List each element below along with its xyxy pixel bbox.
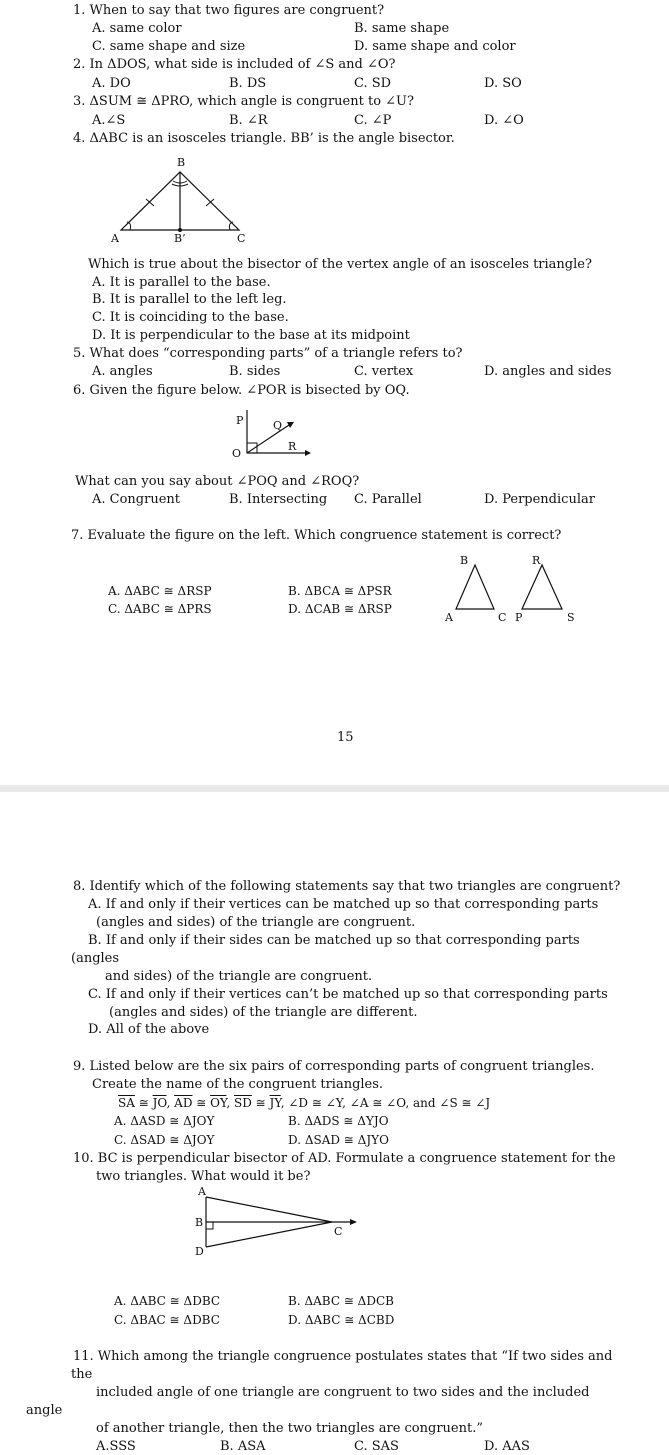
q6-option-c[interactable]: C. Parallel [354,492,422,507]
q8-option-b-line2: (angles [71,951,120,966]
two-triangles-figure [440,550,590,630]
q8-option-a-line2: (angles and sides) of the triangle are congruent. [96,915,416,930]
q9-seg-sa: $\overline{SA}$ [118,1096,135,1110]
page-number: 15 [337,730,354,745]
q8-option-a-line1[interactable]: A. If and only if their vertices can be matched up so that corresponding parts [88,897,599,912]
q9-seg-oy: $\overline{OY}$ [210,1096,227,1110]
q9-option-a[interactable]: A. ΔASD ≅ ΔJOY [114,1114,215,1128]
q6-option-d[interactable]: D. Perpendicular [484,492,595,507]
q10-option-c[interactable]: C. ΔBAC ≅ ΔDBC [114,1313,220,1327]
q11-line4: angle [26,1403,63,1418]
q3-stem: 3. ΔSUM ≅ ΔPRO, which angle is congruent to ∠U? [73,94,414,109]
q4-question: Which is true about the bisector of the vertex angle of an isosceles triangle? [88,257,592,272]
q11-line2: the [71,1367,93,1382]
q9-seg-jy: $\overline{JY}$ [269,1096,281,1110]
q7-label-a: A [445,611,453,624]
q2-option-a[interactable]: A. DO [92,76,131,91]
q11-line1: 11. Which among the triangle congruence postulates states that “If two sides and [73,1349,613,1364]
q7-label-s: S [567,611,575,624]
q5-option-d[interactable]: D. angles and sides [484,364,612,379]
q3-option-c[interactable]: C. ∠P [354,113,392,128]
q6-label-o: O [232,447,242,460]
q5-option-c[interactable]: C. vertex [354,364,414,379]
q6-label-q: Q [273,419,283,432]
q4-option-a[interactable]: A. It is parallel to the base. [92,275,271,290]
q9-option-b[interactable]: B. ΔADS ≅ ΔYJO [288,1114,389,1128]
q5-option-a[interactable]: A. angles [92,364,153,379]
q7-option-a[interactable]: A. ΔABC ≅ ΔRSP [108,584,212,598]
q10-label-d: D [195,1245,204,1258]
q11-option-c[interactable]: C. SAS [354,1439,399,1454]
q10-label-b: B [195,1216,204,1229]
q7-label-r: R [532,554,541,567]
q7-option-b[interactable]: B. ΔBCA ≅ ΔPSR [288,584,392,598]
q4-option-b[interactable]: B. It is parallel to the left leg. [92,292,287,307]
q6-label-p: P [236,414,244,427]
q8-option-c-line1[interactable]: C. If and only if their vertices can’t be matched up so that corresponding parts [88,987,608,1002]
kite-triangles-figure [190,1185,365,1260]
q5-option-b[interactable]: B. sides [229,364,281,379]
q9-line2: Create the name of the congruent triangles. [92,1077,384,1092]
q4-option-c[interactable]: C. It is coinciding to the base. [92,310,289,325]
q10-label-a: A [198,1185,206,1198]
q11-option-b[interactable]: B. ASA [220,1439,266,1454]
q4-label-bprime: B’ [174,232,186,245]
q7-option-c[interactable]: C. ΔABC ≅ ΔPRS [108,602,212,616]
q11-option-a[interactable]: A.SSS [96,1439,136,1454]
q9-seg-ad: $\overline{AD}$ [174,1096,193,1110]
q9-option-d[interactable]: D. ΔSAD ≅ ΔJYO [288,1133,389,1147]
q1-option-a[interactable]: A. same color [92,21,182,36]
q8-option-b-line3: and sides) of the triangle are congruent. [105,969,373,984]
q1-option-d[interactable]: D. same shape and color [354,39,516,54]
q6-question: What can you say about ∠POQ and ∠ROQ? [75,474,360,489]
q7-label-p: P [515,611,523,624]
q1-stem: 1. When to say that two figures are congruent? [73,3,385,18]
q6-stem: 6. Given the figure below. ∠POR is bisected by OQ. [73,383,410,398]
q6-option-b[interactable]: B. Intersecting [229,492,328,507]
q4-option-d[interactable]: D. It is perpendicular to the base at its midpoint [92,328,410,343]
q10-option-a[interactable]: A. ΔABC ≅ ΔDBC [114,1294,221,1308]
bisected-angle-figure [225,405,315,460]
q9-angle-pairs: , ∠D ≅ ∠Y, ∠A ≅ ∠O, and ∠S ≅ ∠J [280,1096,491,1110]
isosceles-triangle-figure [105,150,255,250]
q11-option-d[interactable]: D. AAS [484,1439,530,1454]
q7-label-b: B [460,554,469,567]
q2-stem: 2. In ΔDOS, what side is included of ∠S and ∠O? [73,57,396,72]
q4-stem: 4. ΔABC is an isosceles triangle. BB’ is the angle bisector. [73,131,455,146]
q8-stem: 8. Identify which of the following statements say that two triangles are congruent? [73,879,621,894]
q1-option-c[interactable]: C. same shape and size [92,39,246,54]
q1-option-b[interactable]: B. same shape [354,21,450,36]
q2-option-c[interactable]: C. SD [354,76,392,91]
q10-option-b[interactable]: B. ΔABC ≅ ΔDCB [288,1294,394,1308]
q3-option-b[interactable]: B. ∠R [229,113,268,128]
q10-line2: two triangles. What would it be? [96,1169,311,1184]
page-separator [0,785,669,792]
q10-label-c: C [334,1225,343,1238]
q4-label-c: C [237,232,246,245]
q7-label-c: C [498,611,507,624]
q9-seg-jo: $\overline{JO}$ [152,1096,167,1110]
q8-option-c-line2: (angles and sides) of the triangle are different. [109,1005,418,1020]
q2-option-d[interactable]: D. SO [484,76,522,91]
q4-label-a: A [111,232,119,245]
q10-stem: 10. BC is perpendicular bisector of AD. Formulate a congruence statement for the [73,1151,616,1166]
q9-option-c[interactable]: C. ΔSAD ≅ ΔJOY [114,1133,215,1147]
q9-corresponding-parts: $\overline{SA}$ ≅ $\overline{JO}$, $\overline{AD}$ ≅ $\overline{OY}$, $\overline{SD}$ ≅ $\overline{JY}$, ∠D ≅ ∠Y, ∠A ≅ ∠O, and ∠S ≅ ∠J [118,1096,491,1110]
q10-option-d[interactable]: D. ΔABC ≅ ΔCBD [288,1313,395,1327]
q7-stem: 7. Evaluate the figure on the left. Which congruence statement is correct? [71,528,562,543]
q3-option-d[interactable]: D. ∠O [484,113,524,128]
q6-label-r: R [288,440,297,453]
q5-stem: 5. What does “corresponding parts” of a triangle refers to? [73,346,463,361]
q3-option-a[interactable]: A.∠S [92,113,126,128]
q4-label-b: B [177,156,186,169]
q7-option-d[interactable]: D. ΔCAB ≅ ΔRSP [288,602,392,616]
q11-line3: included angle of one triangle are congruent to two sides and the included [96,1385,590,1400]
q9-seg-sd: $\overline{SD}$ [234,1096,252,1110]
q6-option-a[interactable]: A. Congruent [92,492,180,507]
q9-stem: 9. Listed below are the six pairs of corresponding parts of congruent triangles. [73,1059,595,1074]
q8-option-d[interactable]: D. All of the above [88,1022,210,1037]
q11-line5: of another triangle, then the two triangles are congruent.” [96,1421,483,1436]
q8-option-b-line1[interactable]: B. If and only if their sides can be matched up so that corresponding parts [88,933,580,948]
q2-option-b[interactable]: B. DS [229,76,267,91]
